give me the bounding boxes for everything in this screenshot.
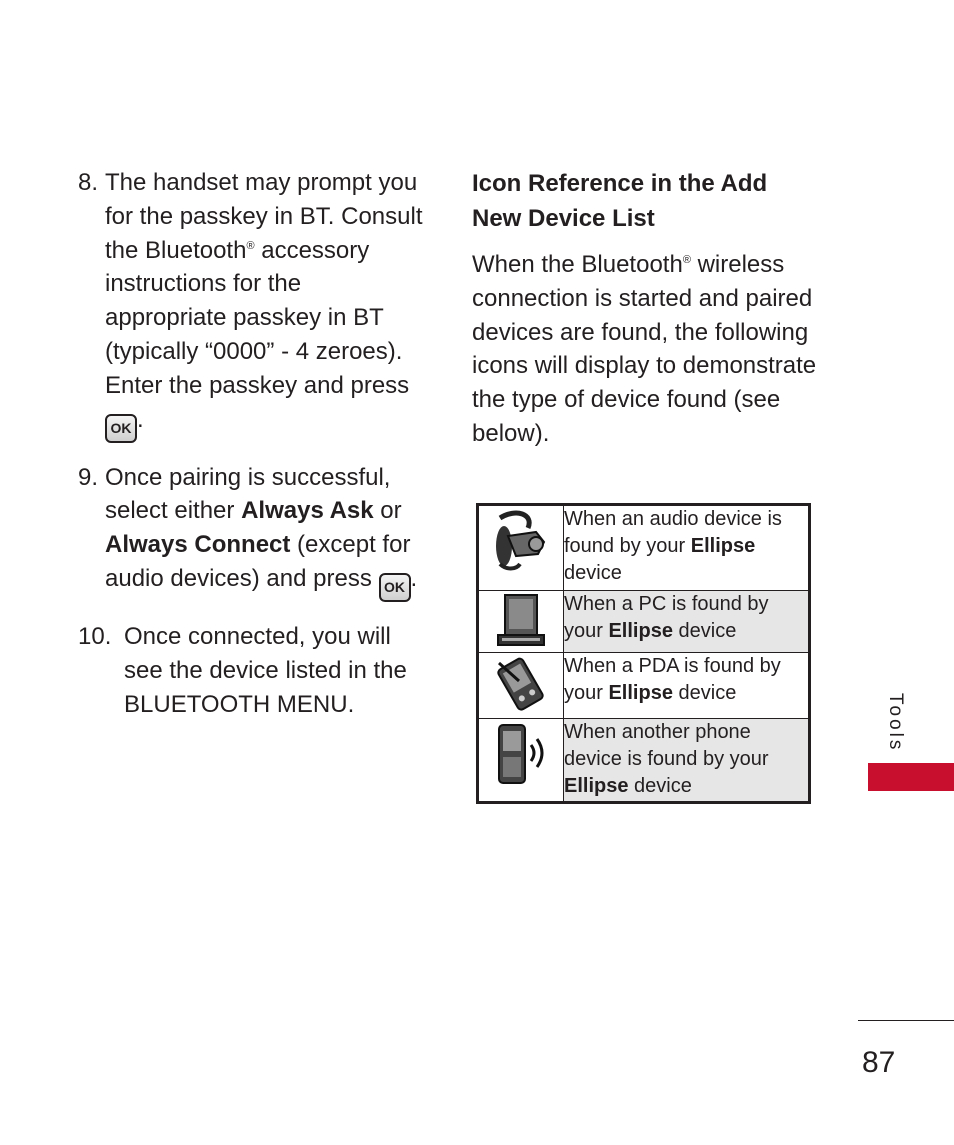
registered-mark: ® <box>246 239 255 252</box>
step-text: The handset may prompt you for the passkey in BT. Consult the Bluetooth® accessory instructions for the appropriate passkey in BT (typically “0000” - 4 zeroes). Enter the passkey and press OK . <box>78 166 428 443</box>
page-number: 87 <box>862 1046 896 1079</box>
section-heading: Icon Reference in the Add New Device List <box>472 170 768 232</box>
table-row <box>478 653 810 719</box>
step-text: Once connected, you will see the device listed in the BLUETOOTH MENU. <box>124 622 407 718</box>
table-description: When a PDA is found by your Ellipse device <box>564 653 810 719</box>
footer-divider <box>858 1020 954 1021</box>
step-text: Once pairing is successful, select either Always Ask or Always Connect (except for audio devices) and press OK . <box>78 461 428 602</box>
step-8 <box>78 166 428 443</box>
ok-key-icon: OK <box>379 573 411 602</box>
phone-icon <box>478 719 564 803</box>
pda-icon <box>478 653 564 719</box>
step-number: 8. <box>78 169 99 196</box>
table-description: When an audio device is found by your Ellipse device <box>564 505 810 591</box>
ok-key-icon: OK <box>105 414 137 443</box>
section-tab-label: Tools <box>885 693 906 753</box>
steps-column <box>78 166 428 739</box>
table-row <box>478 505 810 591</box>
table-description: When a PC is found by your Ellipse device <box>564 591 810 653</box>
section-tab-marker <box>868 763 954 791</box>
step-9 <box>78 461 428 602</box>
table-row <box>478 719 810 803</box>
table-description: When another phone device is found by your Ellipse device <box>564 719 810 803</box>
table-row <box>478 591 810 653</box>
step-number: 9. <box>78 463 99 491</box>
option-always-connect: Always Connect <box>105 531 291 559</box>
pc-icon <box>478 591 564 653</box>
icon-reference-section <box>472 166 822 451</box>
step-10 <box>78 620 428 721</box>
icon-reference-table <box>476 503 811 804</box>
registered-mark: ® <box>682 254 691 266</box>
step-number: 10. <box>78 622 112 650</box>
headset-icon <box>478 505 564 591</box>
option-always-ask: Always Ask <box>241 497 374 525</box>
section-paragraph: When the Bluetooth® wireless connection is started and paired devices are found, the following icons will display to demonstrate the type of device found (see below). <box>472 251 817 447</box>
